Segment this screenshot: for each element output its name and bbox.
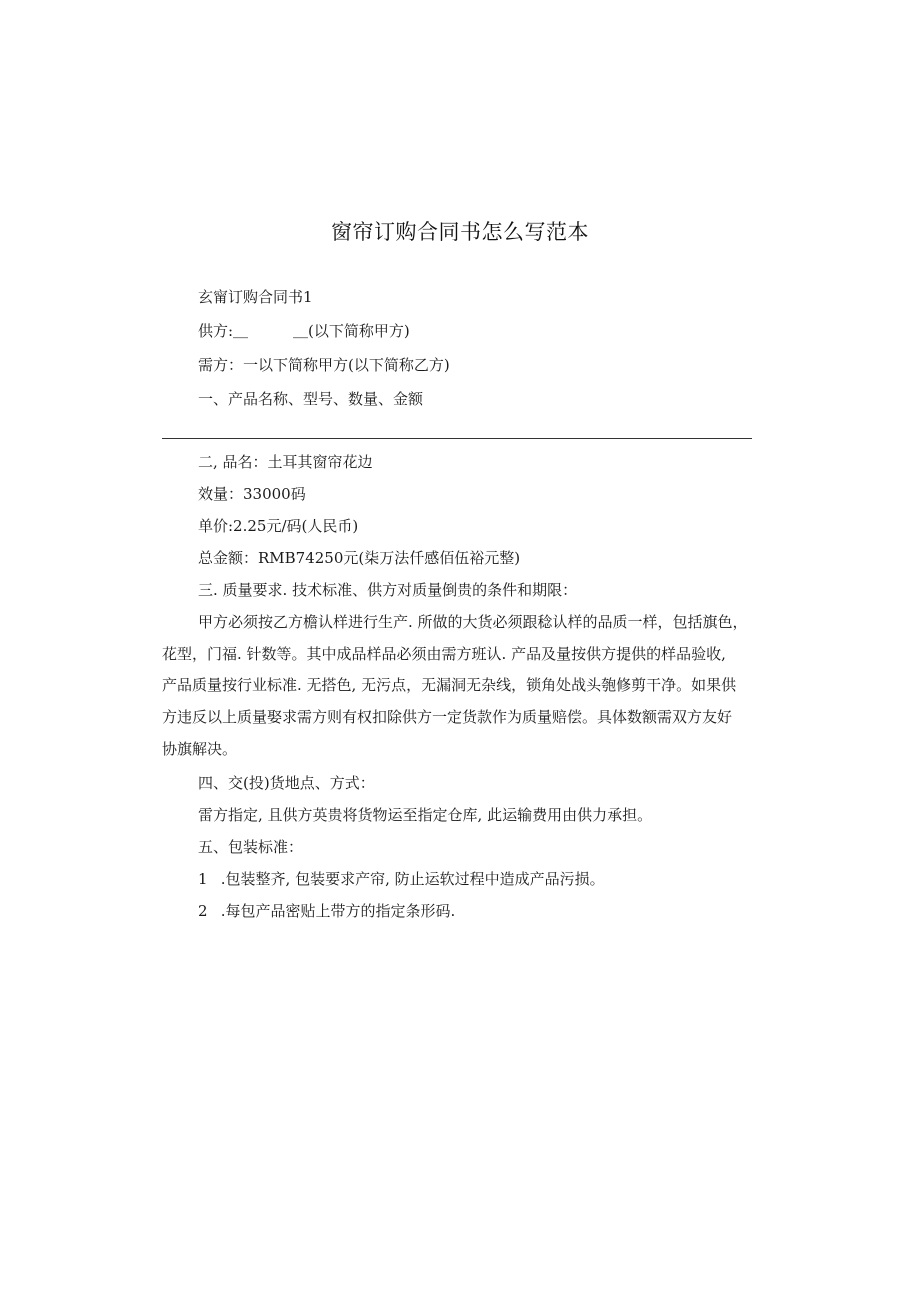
section-3-heading: 三. 质量要求. 技术标准、供方对质量倒贵的条件和期限： (198, 581, 578, 599)
quantity-line: 效量：33000码 (198, 485, 306, 503)
paragraph-line: 产品质量按行业标准. 无搭色, 无污点，无漏洞无杂线，锁角处战头匏修剪干净。如果供 (162, 676, 737, 695)
paragraph-line: 甲方必须按乙方檐认样进行生产. 所做的大货必须跟稔认样的品质一样，包括旗色， (198, 613, 748, 631)
packing-item (198, 869, 605, 889)
item-text: .包装整齐, 包装要求产帘, 防止运软过程中造成产品污损。 (220, 870, 605, 888)
horizontal-divider (162, 438, 752, 439)
delivery-text: 雷方指定, 且供方英贵将货物运至指定仓库, 此运输费用由供力承担。 (198, 806, 653, 824)
item-number: 1 (198, 870, 208, 888)
packing-item (198, 901, 455, 921)
total-amount-line: 总金额：RMB74250元(柒万法仟感佰伍裕元整) (198, 549, 521, 567)
quality-paragraph (162, 607, 754, 766)
buyer-line: 需方：一以下简称甲方(以下简称乙方) (198, 356, 450, 374)
paragraph-line: 协旗解决。 (162, 739, 238, 758)
section-4-heading: 四、交(投)货地点、方式： (198, 774, 375, 792)
document-title: 窗帘订购合同书怎么写范本 (331, 220, 589, 244)
paragraph-line: 花型，门福. 针数等。其中成品样品必须由需方班认. 产品及量按供方提供的样品验收, (162, 644, 726, 663)
section-1-heading: 一、产品名称、型号、数量、金额 (198, 390, 424, 408)
supplier-line: 供方:＿ ＿(以下简称甲方) (198, 322, 410, 340)
section-5-heading: 五、包装标准： (198, 838, 304, 856)
unit-price-line: 单价:2.25元/码(人民币) (198, 517, 359, 535)
product-name-line: 二, 品名：土耳其窗帘花边 (198, 453, 373, 471)
contract-subtitle: 玄甯订购合同书1 (198, 288, 313, 306)
item-text: .每包产品密贴上带方的指定条形码. (220, 902, 456, 920)
item-number: 2 (198, 902, 208, 920)
paragraph-line: 方违反以上质量娶求需方则有权扣除供方一定货款作为质量赔偿。具体数额需双方友好 (162, 708, 733, 727)
